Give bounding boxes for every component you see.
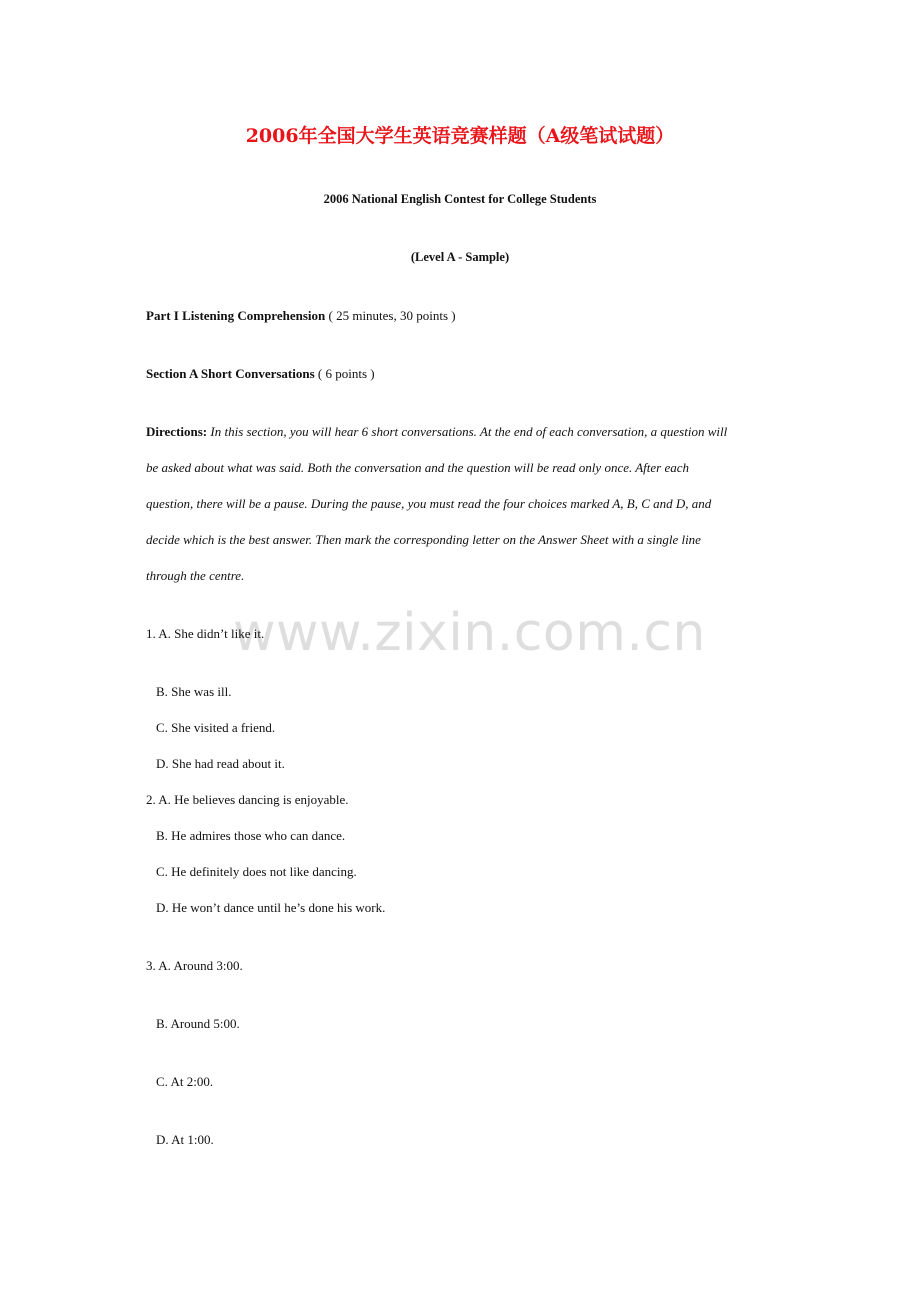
- question-3-option-b: B. Around 5:00.: [156, 1016, 240, 1031]
- part-1-meta: ( 25 minutes, 30 points ): [325, 308, 456, 323]
- directions-line-5: through the centre.: [146, 568, 245, 583]
- directions-line-3: question, there will be a pause. During the pause, you must read the four choices marked A, B, C and D, and: [146, 496, 712, 511]
- section-a-heading-line: [146, 366, 375, 382]
- question-2-option-c: C. He definitely does not like dancing.: [156, 864, 357, 879]
- directions-line-4: decide which is the best answer. Then mark the corresponding letter on the Answer Sheet with a single line: [146, 532, 701, 547]
- section-a-heading: Section A Short Conversations: [146, 366, 315, 381]
- question-1-option-b: B. She was ill.: [156, 684, 232, 699]
- question-1-option-d: D. She had read about it.: [156, 756, 285, 771]
- question-2-option-a: 2. A. He believes dancing is enjoyable.: [146, 792, 349, 807]
- level-label: (Level A - Sample): [410, 250, 510, 264]
- part-1-heading-line: [146, 308, 456, 324]
- directions-label: Directions:: [146, 424, 208, 439]
- question-1-option-c: C. She visited a friend.: [156, 720, 276, 735]
- document-title: 2006年全国大学生英语竞赛样题（A级笔试试题）: [245, 125, 675, 147]
- question-3-option-a: 3. A. Around 3:00.: [146, 958, 243, 973]
- directions-text: In this section, you will hear 6 short conversations. At the end of each conversation, a question will: [207, 424, 728, 439]
- directions-line-1: [146, 424, 727, 440]
- directions-line-2: be asked about what was said. Both the conversation and the question will be read only once. After each: [146, 460, 690, 475]
- question-1-option-a: 1. A. She didn’t like it.: [146, 626, 265, 641]
- question-3-option-d: D. At 1:00.: [156, 1132, 214, 1147]
- question-2-option-b: B. He admires those who can dance.: [156, 828, 346, 843]
- document-subtitle: 2006 National English Contest for College Students: [323, 192, 597, 206]
- part-1-heading: Part I Listening Comprehension: [146, 308, 326, 323]
- question-3-option-c: C. At 2:00.: [156, 1074, 214, 1089]
- section-a-meta: ( 6 points ): [314, 366, 375, 381]
- watermark: www.zixin.com.cn: [233, 603, 706, 663]
- question-2-option-d: D. He won’t dance until he’s done his work.: [156, 900, 386, 915]
